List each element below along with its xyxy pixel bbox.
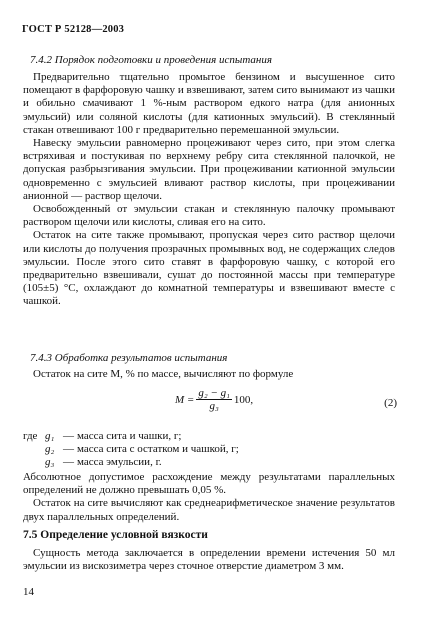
- formula-lhs: M =: [175, 393, 195, 406]
- formula: [175, 387, 253, 412]
- paragraph: Абсолютное допустимое расхождение между результатами параллельных определений не должно превышать 0,05 %.: [23, 471, 395, 497]
- paragraph: Навеску эмульсии равномерно процеживают через сито, при этом слегка встряхивая и постукивая по верхнему ребру сита стеклянной палочкой, не допуская разбрызгивания эмульсии. При процеживании катионной эмульсии одновременно с эмульсией вливают раствор кислоты, при процеживании анионной — раствор щелочи.: [23, 137, 395, 202]
- page-number: 14: [23, 586, 34, 598]
- paragraph: Освобожденный от эмульсии стакан и стеклянную палочку промывают раствором щелочи или кислоты, сливая его на сито.: [23, 203, 395, 229]
- section-7-5-body: [23, 547, 395, 573]
- definition-text: масса сита с остатком и чашкой, г;: [77, 443, 239, 456]
- definition-row: [23, 456, 239, 469]
- formula-numerator: g₂ − g₁: [198, 387, 230, 399]
- paragraph: Остаток на сите также промывают, пропуская через сито раствор щелочи или кислоты до получения прозрачных промывных вод, не содержащих следов эмульсии. После этого сито ставят в фарфоровую чашку, с которой его предварительно взвешивали, сушат до постоянной массы при температуре (105±5) °С, охлаждают до комнатной температуры и взвешивают вместе с чашкой.: [23, 229, 395, 308]
- formula-denominator: g₃: [209, 400, 219, 412]
- definition-row: [23, 430, 239, 443]
- definition-text: масса сита и чашки, г;: [77, 430, 182, 442]
- paragraph: Остаток на сите M, % по массе, вычисляют по формуле: [33, 368, 294, 380]
- section-7-4-3-title: 7.4.3 Обработка результатов испытания: [30, 352, 228, 364]
- formula-fraction: [196, 387, 232, 412]
- formula-block: [23, 387, 403, 427]
- symbol-definitions: [23, 430, 239, 470]
- symbol: g₃: [45, 456, 55, 469]
- dash: —: [63, 430, 74, 442]
- symbol: g₂: [45, 443, 55, 456]
- formula-intro: [23, 368, 395, 381]
- definition-row: [23, 443, 239, 456]
- paragraph: Остаток на сите вычисляют как среднеарифметическое значение результатов двух параллельных определений.: [23, 497, 395, 523]
- section-7-4-2-title: 7.4.2 Порядок подготовки и проведения испытания: [30, 54, 272, 66]
- section-7-5-title: 7.5 Определение условной вязкости: [23, 529, 208, 541]
- paragraph: Сущность метода заключается в определении времени истечения 50 мл эмульсии из вискозиметра через сточное отверстие диаметром 3 мм.: [23, 547, 395, 573]
- definition-text: масса эмульсии, г.: [77, 456, 162, 469]
- document-header: ГОСТ Р 52128—2003: [22, 24, 125, 35]
- dash: —: [63, 443, 74, 456]
- section-7-4-3-body: [23, 471, 395, 524]
- section-7-4-2-body: [23, 71, 395, 309]
- paragraph: Предварительно тщательно промытое бензином и высушенное сито помещают в фарфоровую чашку и взвешивают, затем сито вынимают из чашки и обильно смачивают 1 %-ным раствором едкого натра (для анионных эмульсий) или соляной кислоты (для катионных эмульсий). В стеклянный стакан отвешивают 100 г предварительно перемешанной эмульсии.: [23, 71, 395, 136]
- where-label: где: [23, 430, 38, 442]
- symbol: g₁: [45, 430, 55, 442]
- dash: —: [63, 456, 74, 469]
- formula-factor: 100,: [233, 393, 254, 406]
- equation-number: (2): [384, 397, 397, 409]
